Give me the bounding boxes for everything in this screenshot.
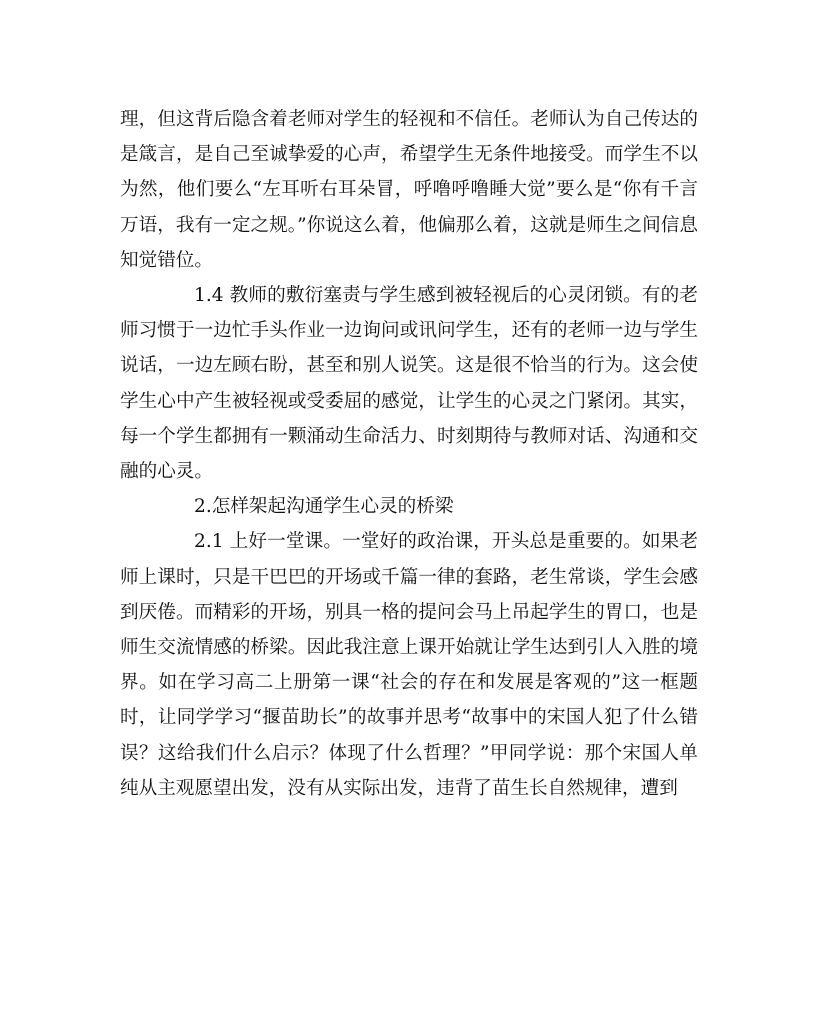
document-body xyxy=(120,102,698,806)
paragraph-section-1-4: 1.4 教师的敷衍塞责与学生感到被轻视后的心灵闭锁。有的老师习惯于一边忙手头作业一边询问或讯问学生，还有的老师一边与学生说话，一边左顾右盼，甚至和别人说笑。这是很不恰当的行为。这会使学生心中产生被轻视或受委屈的感觉，让学生的心灵之门紧闭。其实，每一个学生都拥有一颗涌动生命活力、时刻期待与教师对话、沟通和交融的心灵。 xyxy=(120,285,698,483)
paragraph-section-2-1: 2.1 上好一堂课。一堂好的政治课，开头总是重要的。如果老师上课时，只是干巴巴的开场或千篇一律的套路，老生常谈，学生会感到厌倦。而精彩的开场，别具一格的提问会马上吊起学生的胃口，也是师生交流情感的桥梁。因此我注意上课开始就让学生达到引人入胜的境界。如在学习高二上册第一课“社会的存在和发展是客观的”这一框题时，让同学学习“揠苗助长”的故事并思考“故事中的宋国人犯了什么错误？这给我们什么启示？体现了什么哲理？”甲同学说：那个宋国人单纯从主观愿望出发，没有从实际出发，违背了苗生长自然规律，遭到 xyxy=(120,531,698,799)
paragraph-continuation: 理，但这背后隐含着老师对学生的轻视和不信任。老师认为自己传达的是箴言，是自己至诚挚爱的心声，希望学生无条件地接受。而学生不以为然，他们要么“左耳听右耳朵冒，呼噜呼噜睡大觉”要么是“你有千言万语，我有一定之规。”你说这么着，他偏那么着，这就是师生之间信息知觉错位。 xyxy=(120,109,698,271)
section-heading-2: 2.怎样架起沟通学生心灵的桥梁 xyxy=(194,496,454,518)
